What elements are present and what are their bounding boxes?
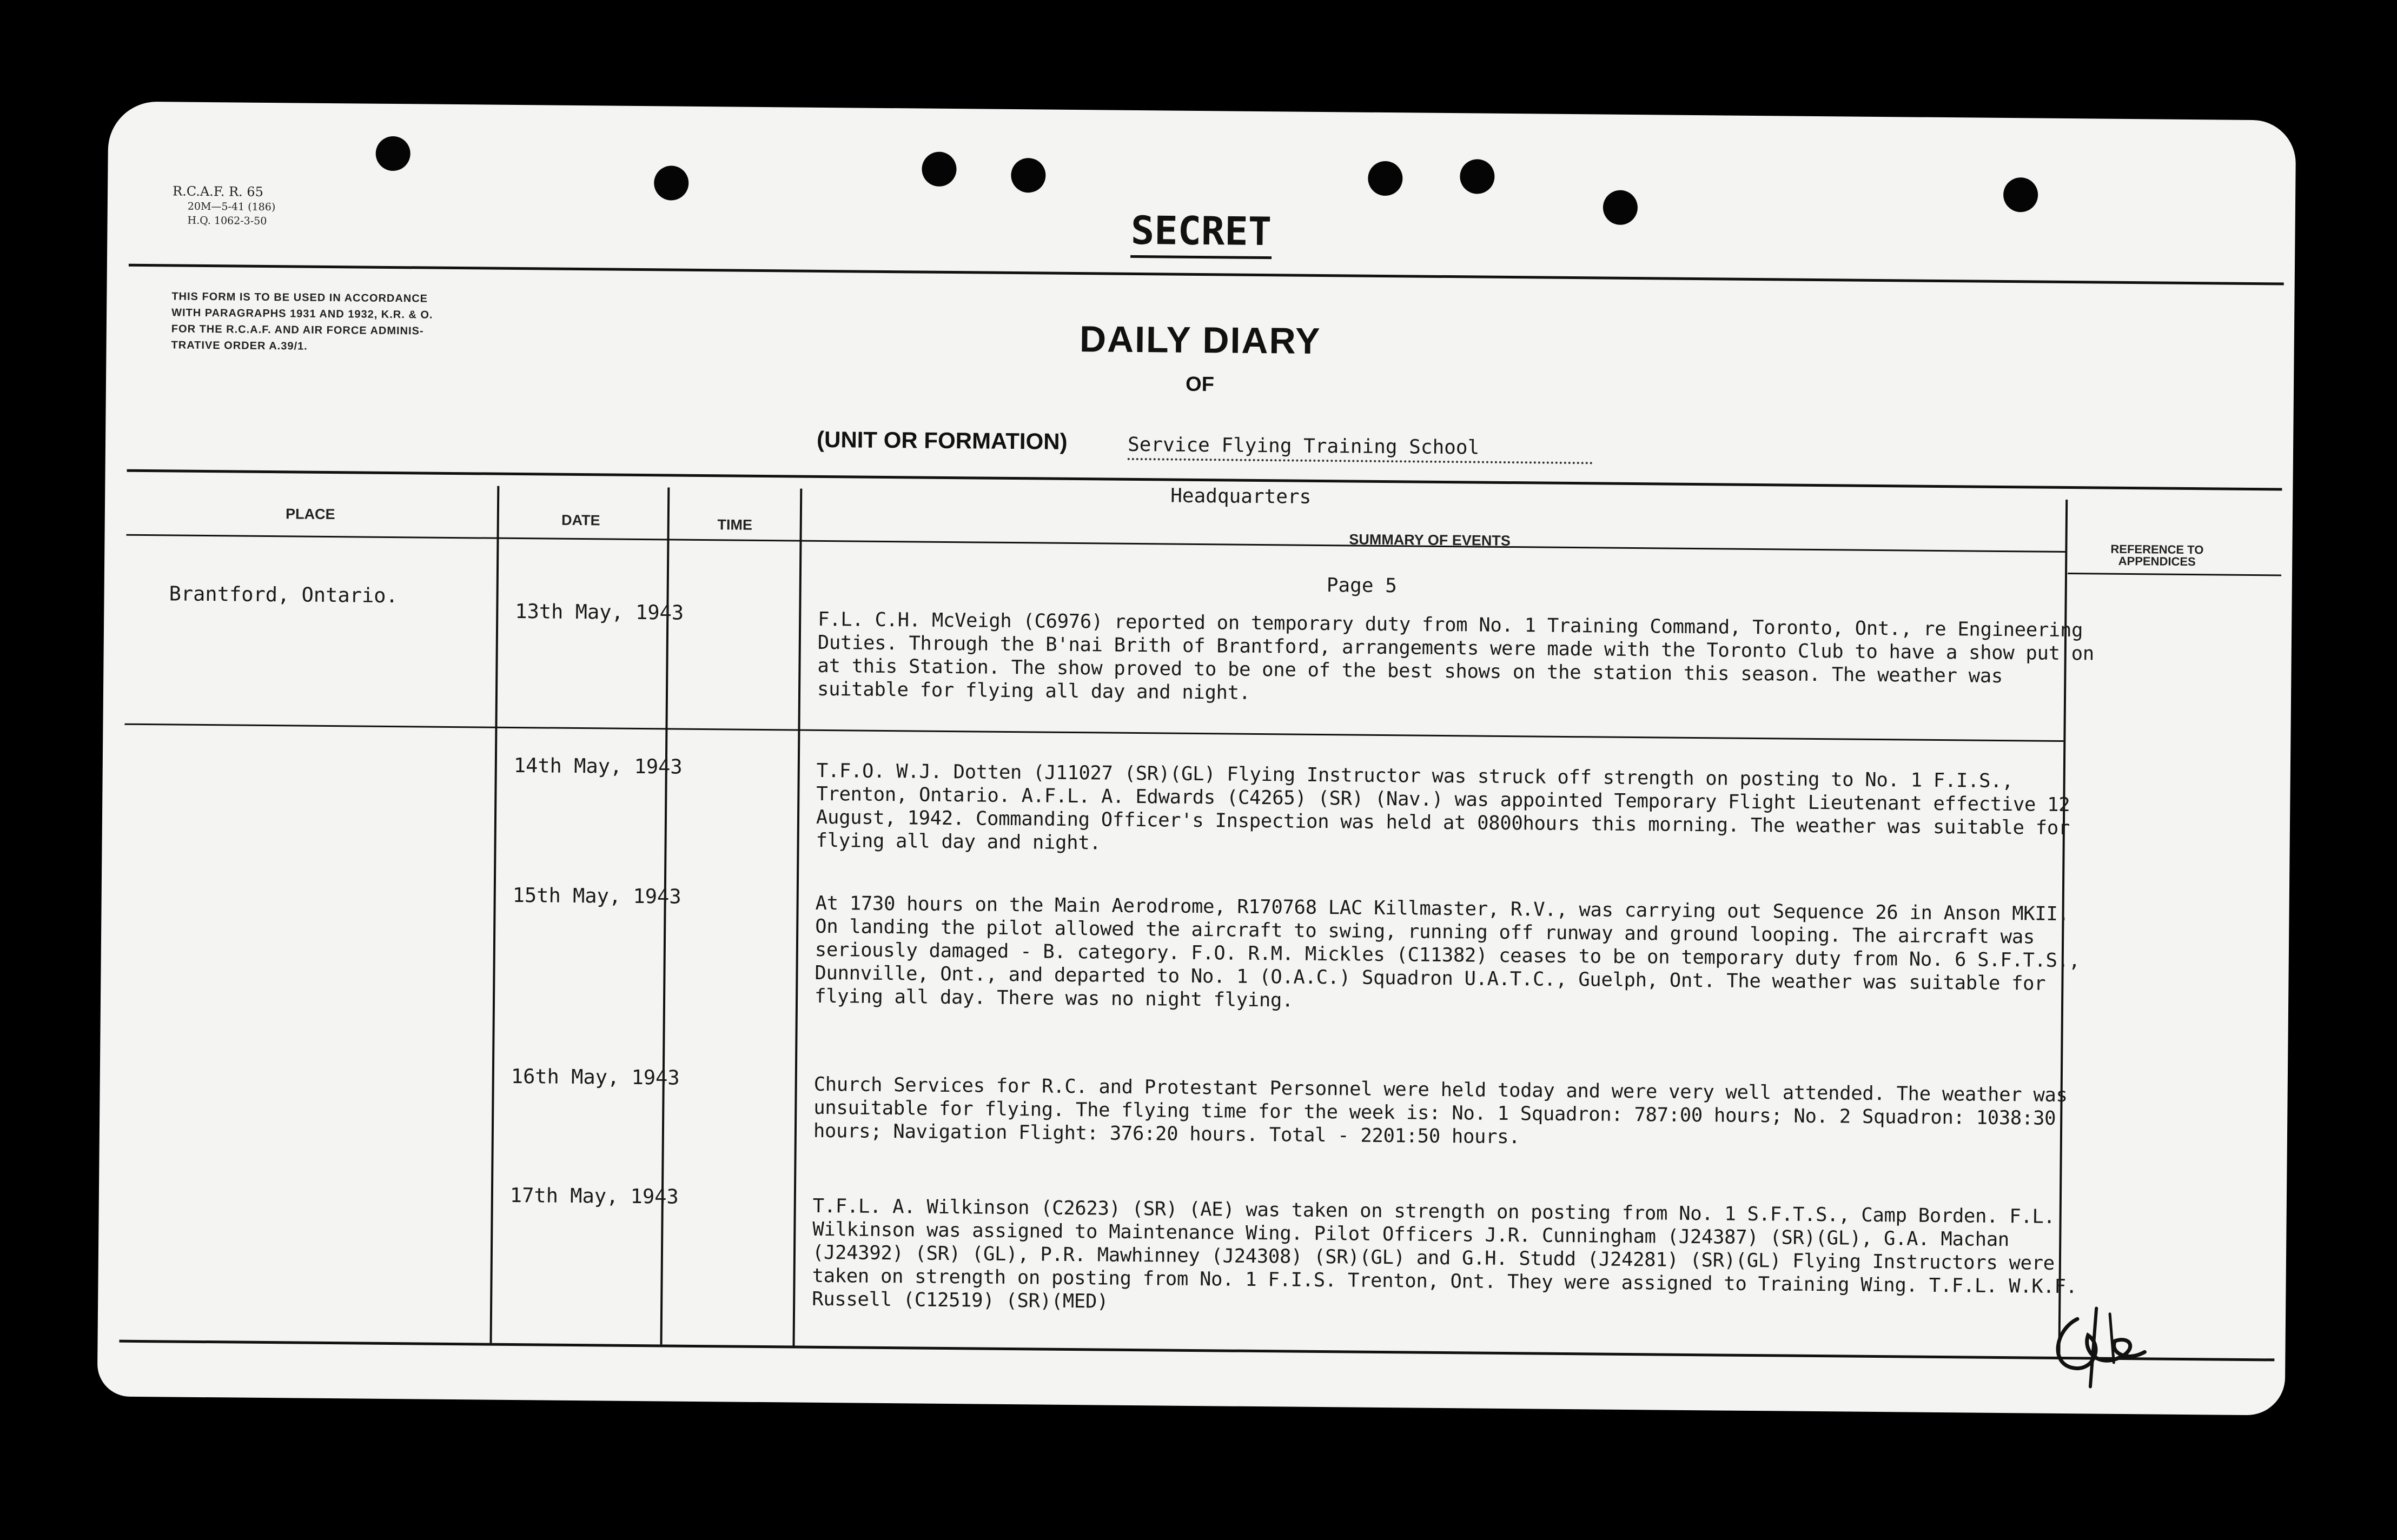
regulation-line: FOR THE R.C.A.F. AND AIR FORCE ADMINIS- xyxy=(171,323,424,337)
entry-summary: T.F.L. A. Wilkinson (C2623) (SR) (AE) was taken on strength on posting from No. 1 S.F.T.S., Camp Borden. F.L. Wilkinson was assigned to Maintenance Wing. Pilot Officers J.R. Cunningham (J24387) (SR)(GL), G.A. Machan (J24392) (SR) (GL), P.R. Mawhinney (J24308) (SR)(GL) and G.H. Studd (J24281) (SR)(GL) Flying Instructors were taken on strength on posting from No. 1 F.I.S. Trenton, Ont. They were assigned to Training Wing. T.F.L. W.K.F. Russell (C12519) (SR)(MED) xyxy=(812,1194,2089,1313)
reference-head-rule xyxy=(2068,573,2281,576)
diary-sheet xyxy=(97,101,2296,1415)
page-number: Page 5 xyxy=(1326,574,1398,598)
unit-label: (UNIT OR FORMATION) xyxy=(816,426,1068,454)
place-value: Brantford, Ontario. xyxy=(169,582,399,608)
column-header-summary: SUMMARY OF EVENTS xyxy=(1349,531,1511,549)
punch-hole xyxy=(922,152,957,187)
punch-hole xyxy=(375,136,410,171)
punch-hole xyxy=(654,165,689,201)
regulation-line: WITH PARAGRAPHS 1931 AND 1932, K.R. & O. xyxy=(171,307,433,321)
table-bottom-rule xyxy=(119,1340,2274,1362)
entry-summary: Church Services for R.C. and Protestant Personnel were held today and were very well attended. The weather was unsuitable for flying. The flying time for the week is: No. 1 Squadron: 787:00 hours; No. 2 Squadron: 1038:30 hours; Navigation Flight: 376:20 hours. Total - 2201:50 hours. xyxy=(813,1073,2079,1149)
column-header-place: PLACE xyxy=(285,506,335,523)
page-title: DAILY DIARY xyxy=(1079,318,1321,362)
classification-heading xyxy=(107,198,2295,263)
form-code-line: 20M—5-41 (186) xyxy=(187,200,276,214)
column-header-date: DATE xyxy=(561,512,600,529)
column-divider xyxy=(490,486,500,1343)
punch-hole xyxy=(1011,158,1046,193)
punch-hole xyxy=(1368,161,1403,196)
regulation-line: THIS FORM IS TO BE USED IN ACCORDANCE xyxy=(171,290,428,305)
header-divider xyxy=(129,264,2284,286)
entry-summary: T.F.O. W.J. Dotten (J11027 (SR)(GL) Flying Instructor was struck off strength on posting to No. 1 F.I.S., Trenton, Ontario. A.F.L. A. Edwards (C4265) (SR) (Nav.) was appointed Temporary Flight Lieutenant effective 12 August, 1942. Commanding Officer's Inspection was held at 0800hours this morning. The weather was suitable for flying all day and night. xyxy=(816,759,2082,854)
classification-text: SECRET xyxy=(1131,208,1272,259)
form-code-line: H.Q. 1062-3-50 xyxy=(187,214,267,227)
regulation-line: TRATIVE ORDER A.39/1. xyxy=(171,339,308,353)
entry-divider xyxy=(124,723,2063,742)
form-code-line: R.C.A.F. R. 65 xyxy=(172,183,264,200)
column-header-time: TIME xyxy=(717,516,753,533)
handwritten-initials xyxy=(2044,1297,2154,1396)
entry-date: 17th May, 1943 xyxy=(509,1183,679,1209)
punch-hole xyxy=(1460,159,1495,194)
entry-date: 15th May, 1943 xyxy=(512,883,681,908)
entry-date: 13th May, 1943 xyxy=(515,599,684,625)
column-divider xyxy=(792,489,802,1346)
punch-hole xyxy=(2003,177,2038,213)
unit-value: Service Flying Training School xyxy=(1128,434,1593,464)
page-subtitle: OF xyxy=(1185,373,1215,396)
entry-summary: At 1730 hours on the Main Aerodrome, R170768 LAC Killmaster, R.V., was carrying out Sequence 26 in Anson MKII. On landing the pilot allowed the aircraft to swing, running off runway and ground looping. The aircraft was seriously damaged - B. category. F.O. R.M. Mickles (C11382) ceases to be on temporary duty from No. 6 S.F.T.S., Dunnville, Ont., and departed to No. 1 (O.A.C.) Squadron U.A.T.C., Guelph, Ont. The weather was suitable for flying all day. There was no night flying. xyxy=(814,892,2092,1012)
entry-summary: F.L. C.H. McVeigh (C6976) reported on temporary duty from No. 1 Training Command, Toronto, Ont., re Engineering Duties. Through the B'nai Brith of Brantford, arrangements were made with the Toronto Club to have a show put on at this Station. The show proved to be one of the best shows on the station this season. The weather was suitable for flying all day and night. xyxy=(817,608,2106,704)
column-header-reference: REFERENCE TO APPENDICES xyxy=(2110,542,2204,569)
entry-date: 14th May, 1943 xyxy=(513,753,683,779)
entry-date: 16th May, 1943 xyxy=(511,1064,680,1090)
unit-value-continued: Headquarters xyxy=(1170,484,1312,508)
